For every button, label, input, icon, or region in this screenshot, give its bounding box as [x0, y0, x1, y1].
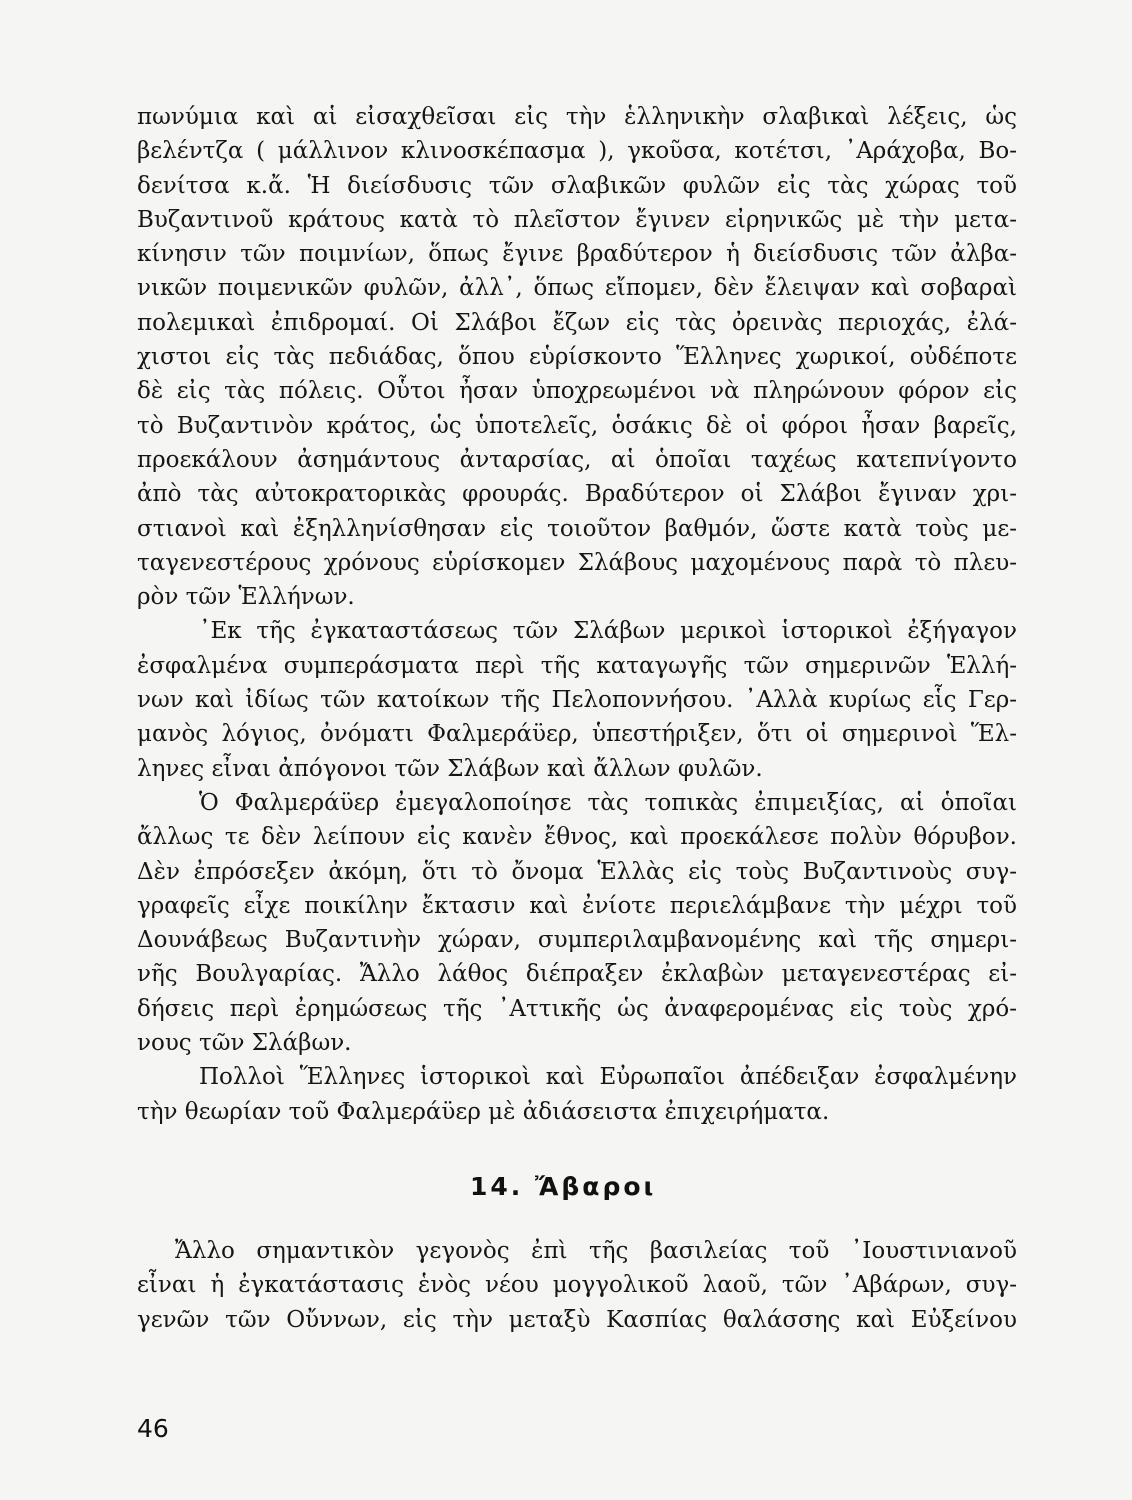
- text-line: κίνησιν τῶν ποιμνίων, ὅπως ἔγινε βραδύτερον ἡ διείσδυσις τῶν ἀλβα-: [137, 241, 1017, 268]
- text-line: δενίτσα κ.ἄ. Ἡ διείσδυσις τῶν σλαβικῶν φυλῶν εἰς τὰς χώρας τοῦ: [137, 172, 1017, 199]
- text-line: Βυζαντινοῦ κράτους κατὰ τὸ πλεῖστον ἔγινεν εἰρηνικῶς μὲ τὴν μετα-: [137, 206, 1017, 233]
- text-line: νῆς Βουλγαρίας. Ἄλλο λάθος διέπραξεν ἐκλαβὼν μεταγενεστέρας εἰ-: [137, 961, 1017, 988]
- text-line: στιανοὶ καὶ ἐξηλληνίσθησαν εἰς τοιοῦτον βαθμόν, ὥστε κατὰ τοὺς με-: [137, 515, 1017, 542]
- text-line: χιστοι εἰς τὰς πεδιάδας, ὅπου εὑρίσκοντο Ἕλληνες χωρικοί, οὐδέποτε: [137, 344, 1017, 371]
- text-line: ἀπὸ τὰς αὐτοκρατορικὰς φρουράς. Βραδύτερον οἱ Σλάβοι ἔγιναν χρι-: [137, 481, 1017, 508]
- page-number: 46: [137, 1414, 169, 1443]
- text-line: Ὁ Φαλμεράϋερ ἐμεγαλοποίησε τὰς τοπικὰς ἐπιμειξίας, αἱ ὁποῖαι: [199, 789, 1017, 816]
- text-line: δὲ εἰς τὰς πόλεις. Οὗτοι ἦσαν ὑποχρεωμένοι νὰ πληρώνουν φόρον εἰς: [137, 378, 1017, 405]
- text-line: ἐσφαλμένα συμπεράσματα περὶ τῆς καταγωγῆς τῶν σημερινῶν Ἑλλή-: [137, 652, 1017, 679]
- text-line: προεκάλουν ἀσημάντους ἀνταρσίας, αἱ ὁποῖαι ταχέως κατεπνίγοντο: [137, 446, 1017, 473]
- text-line: νους τῶν Σλάβων.: [137, 1030, 352, 1057]
- text-line: Ἄλλο σημαντικὸν γεγονὸς ἐπὶ τῆς βασιλείας τοῦ ᾽Ιουστινιανοῦ: [175, 1238, 1017, 1264]
- body-text: [137, 100, 1017, 1129]
- section-heading: 14. Ἄβαροι: [470, 1172, 657, 1201]
- text-line: τὴν θεωρίαν τοῦ Φαλμεράϋερ μὲ ἀδιάσειστα ἐπιχειρήματα.: [137, 1098, 830, 1125]
- text-line: μανὸς λόγιος, ὀνόματι Φαλμεράϋερ, ὑπεστήριξεν, ὅτι οἱ σημερινοὶ Ἕλ-: [137, 721, 1017, 748]
- text-line: ἄλλως τε δὲν λείπουν εἰς κανὲν ἔθνος, καὶ προεκάλεσε πολὺν θόρυβον.: [137, 824, 1017, 851]
- text-line: πολεμικαὶ ἐπιδρομαί. Οἱ Σλάβοι ἔζων εἰς τὰς ὀρεινὰς περιοχάς, ἐλά-: [137, 309, 1017, 336]
- text-line: ρὸν τῶν Ἑλλήνων.: [137, 584, 355, 611]
- text-line: Πολλοὶ Ἕλληνες ἱστορικοὶ καὶ Εὐρωπαῖοι ἀπέδειξαν ἐσφαλμένην: [199, 1064, 1017, 1091]
- text-line: δήσεις περὶ ἐρημώσεως τῆς ᾽Αττικῆς ὡς ἀναφερομένας εἰς τοὺς χρό-: [137, 995, 1017, 1022]
- text-line: ᾽Εκ τῆς ἐγκαταστάσεως τῶν Σλάβων μερικοὶ ἱστορικοὶ ἐξήγαγον: [199, 618, 1017, 645]
- text-line: πωνύμια καὶ αἱ εἰσαχθεῖσαι εἰς τὴν ἑλληνικὴν σλαβικαὶ λέξεις, ὡς: [137, 104, 1017, 130]
- text-line: γραφεῖς εἶχε ποικίλην ἔκτασιν καὶ ἐνίοτε περιελάμβανε τὴν μέχρι τοῦ: [137, 892, 1017, 919]
- text-line: γενῶν τῶν Οὔννων, εἰς τὴν μεταξὺ Κασπίας θαλάσσης καὶ Εὐξείνου: [137, 1306, 1017, 1333]
- text-line: ληνες εἶναι ἀπόγονοι τῶν Σλάβων καὶ ἄλλων φυλῶν.: [137, 755, 763, 782]
- text-line: νων καὶ ἰδίως τῶν κατοίκων τῆς Πελοποννήσου. ᾽Αλλὰ κυρίως εἷς Γερ-: [137, 687, 1017, 714]
- text-line: Δουνάβεως Βυζαντινὴν χώραν, συμπεριλαμβανομένης καὶ τῆς σημερι-: [137, 927, 1017, 954]
- text-line: Δὲν ἐπρόσεξεν ἀκόμη, ὅτι τὸ ὄνομα Ἑλλὰς εἰς τοὺς Βυζαντινοὺς συγ-: [137, 858, 1017, 885]
- text-line: τὸ Βυζαντινὸν κράτος, ὡς ὑποτελεῖς, ὁσάκις δὲ οἱ φόροι ἦσαν βαρεῖς,: [137, 412, 1017, 439]
- section-paragraph: [137, 1234, 1017, 1337]
- text-line: βελέντζα ( μάλλινον κλινοσκέπασμα ), γκοῦσα, κοτέτσι, ᾽Αράχοβα, Βο-: [137, 138, 1017, 165]
- text-line: εἶναι ἡ ἐγκατάστασις ἑνὸς νέου μογγολικοῦ λαοῦ, τῶν ᾽Αβάρων, συγ-: [137, 1272, 1017, 1299]
- text-line: νικῶν ποιμενικῶν φυλῶν, ἀλλ᾽, ὅπως εἴπομεν, δὲν ἔλειψαν καὶ σοβαραὶ: [137, 275, 1017, 302]
- text-line: ταγενεστέρους χρόνους εὑρίσκομεν Σλάβους μαχομένους παρὰ τὸ πλευ-: [137, 549, 1017, 576]
